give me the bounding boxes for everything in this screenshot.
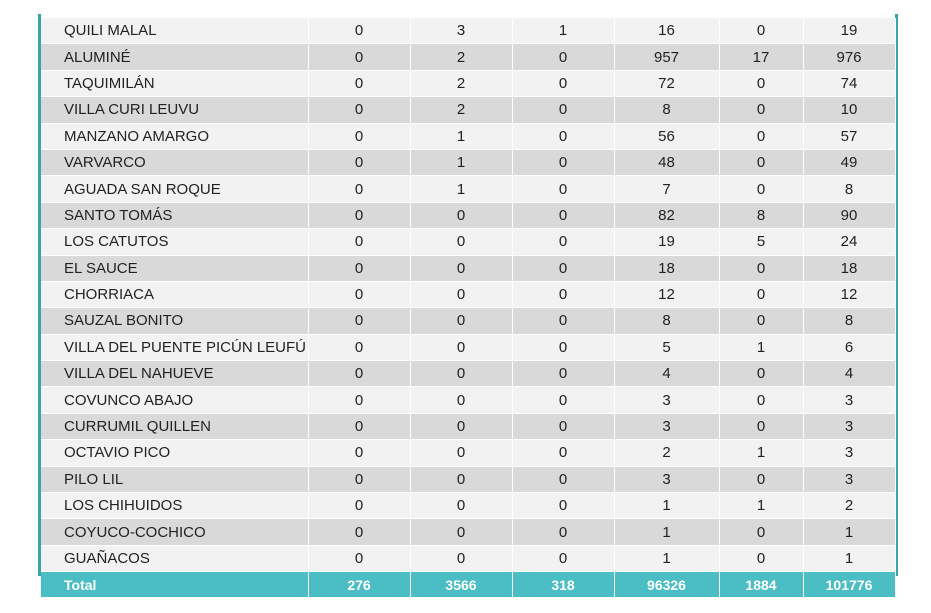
cell-c2: 0 xyxy=(410,281,512,307)
cell-c4: 1 xyxy=(614,545,719,571)
table-row xyxy=(41,18,895,44)
cell-c3: 0 xyxy=(512,387,614,413)
cell-c2: 0 xyxy=(410,334,512,360)
cell-c2: 0 xyxy=(410,308,512,334)
cell-c2: 0 xyxy=(410,519,512,545)
cell-c3: 0 xyxy=(512,123,614,149)
locality-name: LOS CHIHUIDOS xyxy=(41,493,308,519)
locality-name: EL SAUCE xyxy=(41,255,308,281)
cell-c2: 1 xyxy=(410,149,512,175)
cell-c6: 3 xyxy=(803,440,895,466)
table-row xyxy=(41,149,895,175)
cell-c6: 49 xyxy=(803,149,895,175)
cell-c4: 82 xyxy=(614,202,719,228)
cell-c6: 1 xyxy=(803,545,895,571)
table-row xyxy=(41,70,895,96)
cell-c6: 90 xyxy=(803,202,895,228)
cell-c5: 1 xyxy=(719,493,803,519)
cell-c2: 0 xyxy=(410,545,512,571)
cell-c1: 0 xyxy=(308,70,410,96)
table-row xyxy=(41,44,895,70)
table-row xyxy=(41,308,895,334)
locality-name: CURRUMIL QUILLEN xyxy=(41,413,308,439)
cell-c5: 8 xyxy=(719,202,803,228)
table-row xyxy=(41,493,895,519)
cell-c4: 56 xyxy=(614,123,719,149)
cell-c4: 1 xyxy=(614,519,719,545)
locality-name: LOS CATUTOS xyxy=(41,229,308,255)
locality-name: SANTO TOMÁS xyxy=(41,202,308,228)
cell-c3: 0 xyxy=(512,361,614,387)
cell-c1: 0 xyxy=(308,18,410,44)
cell-c5: 0 xyxy=(719,413,803,439)
table-row xyxy=(41,545,895,571)
locality-name: AGUADA SAN ROQUE xyxy=(41,176,308,202)
cell-c3: 0 xyxy=(512,440,614,466)
cell-c4: 12 xyxy=(614,281,719,307)
cell-c4: 3 xyxy=(614,387,719,413)
cell-c1: 0 xyxy=(308,493,410,519)
cell-c6: 74 xyxy=(803,70,895,96)
cell-c4: 4 xyxy=(614,361,719,387)
locality-name: VARVARCO xyxy=(41,149,308,175)
cell-c1: 0 xyxy=(308,440,410,466)
cell-c3: 0 xyxy=(512,202,614,228)
table-row xyxy=(41,255,895,281)
cell-c3: 0 xyxy=(512,308,614,334)
cell-c3: 0 xyxy=(512,519,614,545)
cell-c5: 1 xyxy=(719,334,803,360)
cell-c3: 0 xyxy=(512,44,614,70)
cell-c1: 0 xyxy=(308,202,410,228)
cell-c1: 0 xyxy=(308,97,410,123)
cell-c5: 0 xyxy=(719,255,803,281)
cell-c1: 0 xyxy=(308,413,410,439)
cell-c6: 6 xyxy=(803,334,895,360)
locality-name: MANZANO AMARGO xyxy=(41,123,308,149)
cell-c3: 0 xyxy=(512,545,614,571)
cell-c4: 18 xyxy=(614,255,719,281)
table-body xyxy=(41,18,895,598)
cell-c1: 0 xyxy=(308,149,410,175)
total-c3: 318 xyxy=(512,572,614,598)
cell-c4: 72 xyxy=(614,70,719,96)
table-row xyxy=(41,334,895,360)
cell-c5: 0 xyxy=(719,466,803,492)
cell-c4: 5 xyxy=(614,334,719,360)
cell-c2: 2 xyxy=(410,97,512,123)
cell-c3: 0 xyxy=(512,466,614,492)
cell-c6: 3 xyxy=(803,387,895,413)
locality-name: PILO LIL xyxy=(41,466,308,492)
locality-name: ALUMINÉ xyxy=(41,44,308,70)
locality-name: COYUCO-COCHICO xyxy=(41,519,308,545)
table-row xyxy=(41,229,895,255)
table-row xyxy=(41,361,895,387)
total-c6: 101776 xyxy=(803,572,895,598)
cell-c1: 0 xyxy=(308,466,410,492)
cell-c6: 12 xyxy=(803,281,895,307)
cell-c1: 0 xyxy=(308,255,410,281)
locality-name: OCTAVIO PICO xyxy=(41,440,308,466)
cell-c5: 0 xyxy=(719,281,803,307)
cell-c4: 8 xyxy=(614,97,719,123)
cell-c2: 2 xyxy=(410,70,512,96)
cell-c4: 957 xyxy=(614,44,719,70)
cell-c1: 0 xyxy=(308,387,410,413)
cell-c4: 3 xyxy=(614,466,719,492)
cell-c4: 7 xyxy=(614,176,719,202)
cell-c5: 17 xyxy=(719,44,803,70)
cell-c1: 0 xyxy=(308,361,410,387)
cell-c3: 0 xyxy=(512,413,614,439)
cell-c4: 48 xyxy=(614,149,719,175)
cell-c1: 0 xyxy=(308,229,410,255)
cell-c5: 0 xyxy=(719,176,803,202)
table-row xyxy=(41,466,895,492)
cell-c6: 24 xyxy=(803,229,895,255)
cell-c5: 0 xyxy=(719,519,803,545)
cell-c2: 0 xyxy=(410,440,512,466)
locality-name: QUILI MALAL xyxy=(41,18,308,44)
cell-c4: 3 xyxy=(614,413,719,439)
cell-c5: 0 xyxy=(719,387,803,413)
table-row xyxy=(41,387,895,413)
locality-name: CHORRIACA xyxy=(41,281,308,307)
table-row xyxy=(41,281,895,307)
cell-c6: 2 xyxy=(803,493,895,519)
cell-c5: 0 xyxy=(719,308,803,334)
cell-c5: 0 xyxy=(719,70,803,96)
cell-c5: 0 xyxy=(719,149,803,175)
cell-c5: 5 xyxy=(719,229,803,255)
cell-c3: 0 xyxy=(512,334,614,360)
cell-c6: 19 xyxy=(803,18,895,44)
cell-c3: 0 xyxy=(512,229,614,255)
cell-c6: 8 xyxy=(803,176,895,202)
cell-c3: 1 xyxy=(512,18,614,44)
cell-c6: 1 xyxy=(803,519,895,545)
cell-c5: 0 xyxy=(719,18,803,44)
table-row xyxy=(41,97,895,123)
cell-c2: 0 xyxy=(410,229,512,255)
data-table-frame xyxy=(38,14,898,593)
locality-name: GUAÑACOS xyxy=(41,545,308,571)
cell-c3: 0 xyxy=(512,255,614,281)
cell-c1: 0 xyxy=(308,176,410,202)
cell-c4: 19 xyxy=(614,229,719,255)
table-row xyxy=(41,413,895,439)
cell-c6: 57 xyxy=(803,123,895,149)
cell-c5: 0 xyxy=(719,545,803,571)
cell-c2: 2 xyxy=(410,44,512,70)
data-table xyxy=(41,18,896,598)
cell-c1: 0 xyxy=(308,281,410,307)
cell-c2: 0 xyxy=(410,255,512,281)
cell-c2: 1 xyxy=(410,176,512,202)
cell-c1: 0 xyxy=(308,334,410,360)
cell-c1: 0 xyxy=(308,44,410,70)
cell-c6: 8 xyxy=(803,308,895,334)
cell-c2: 0 xyxy=(410,413,512,439)
total-label: Total xyxy=(41,572,308,598)
cell-c2: 1 xyxy=(410,123,512,149)
total-c5: 1884 xyxy=(719,572,803,598)
cell-c3: 0 xyxy=(512,97,614,123)
cell-c1: 0 xyxy=(308,308,410,334)
cell-c3: 0 xyxy=(512,176,614,202)
cell-c5: 0 xyxy=(719,123,803,149)
total-c4: 96326 xyxy=(614,572,719,598)
locality-name: VILLA DEL PUENTE PICÚN LEUFÚ xyxy=(41,334,308,360)
table-row xyxy=(41,440,895,466)
cell-c2: 0 xyxy=(410,493,512,519)
cell-c6: 976 xyxy=(803,44,895,70)
total-c2: 3566 xyxy=(410,572,512,598)
cell-c4: 1 xyxy=(614,493,719,519)
cell-c1: 0 xyxy=(308,545,410,571)
cell-c3: 0 xyxy=(512,493,614,519)
cell-c6: 3 xyxy=(803,413,895,439)
cell-c4: 2 xyxy=(614,440,719,466)
cell-c3: 0 xyxy=(512,281,614,307)
table-row xyxy=(41,123,895,149)
cell-c3: 0 xyxy=(512,149,614,175)
cell-c2: 0 xyxy=(410,466,512,492)
table-row xyxy=(41,519,895,545)
cell-c6: 4 xyxy=(803,361,895,387)
table-row xyxy=(41,202,895,228)
cell-c2: 0 xyxy=(410,202,512,228)
cell-c2: 0 xyxy=(410,361,512,387)
locality-name: VILLA CURI LEUVU xyxy=(41,97,308,123)
cell-c4: 8 xyxy=(614,308,719,334)
cell-c6: 10 xyxy=(803,97,895,123)
locality-name: SAUZAL BONITO xyxy=(41,308,308,334)
total-c1: 276 xyxy=(308,572,410,598)
locality-name: TAQUIMILÁN xyxy=(41,70,308,96)
cell-c2: 3 xyxy=(410,18,512,44)
cell-c5: 0 xyxy=(719,97,803,123)
cell-c5: 0 xyxy=(719,361,803,387)
total-row xyxy=(41,572,895,598)
table-row xyxy=(41,176,895,202)
cell-c1: 0 xyxy=(308,519,410,545)
locality-name: VILLA DEL NAHUEVE xyxy=(41,361,308,387)
cell-c4: 16 xyxy=(614,18,719,44)
cell-c1: 0 xyxy=(308,123,410,149)
cell-c5: 1 xyxy=(719,440,803,466)
cell-c6: 18 xyxy=(803,255,895,281)
cell-c6: 3 xyxy=(803,466,895,492)
cell-c3: 0 xyxy=(512,70,614,96)
cell-c2: 0 xyxy=(410,387,512,413)
locality-name: COVUNCO ABAJO xyxy=(41,387,308,413)
